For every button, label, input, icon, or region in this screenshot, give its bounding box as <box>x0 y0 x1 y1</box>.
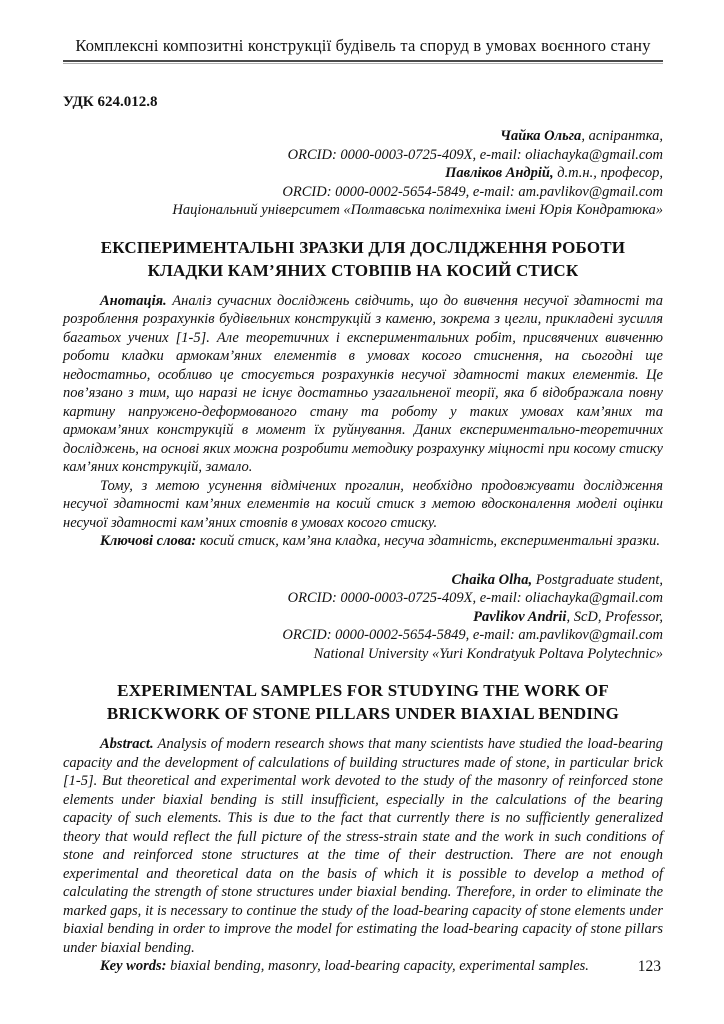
author-line <box>63 571 663 590</box>
keywords-ua <box>63 532 663 551</box>
abstract-ua-p1-text: Аналіз сучасних досліджень свідчить, що до вивчення несучої здатності та розроблення розрахунків будівельних конструкцій з каменю, зокрема з цегли, прикладені зусилля багатьох учених [1-5]. Але теоретичних і експериментальних робіт, присвячених вивченню роботи кладки армокам’яних елементів в умовах косого стиснення, на сьогодні ще недостатньо, особливо це стосується розрахунків несучої здатності таких елементів. Це пов’язано з тим, що наразі не існує достатньо узагальненої теорії, яка б відображала повну картину напружено-деформованого стану та роботу у таких умовах кам’яних та армокам’яних конструкцій в момент їх руйнування. Даних експериментально-теоретичних досліджень, на основі яких можна розробити методику розрахунку міцності при косому стиску кам’яних конструкцій, замало. <box>63 292 663 475</box>
author-name-ua-1: Чайка Ольга <box>500 128 582 144</box>
author-line <box>63 608 663 627</box>
author-role-ua-1: , аспірантка, <box>581 128 663 144</box>
keywords-ua-label: Ключові слова: <box>100 533 197 549</box>
authors-block-en <box>63 571 663 664</box>
keywords-en <box>63 957 663 976</box>
author-role-en-1: Postgraduate student, <box>532 571 663 588</box>
author-name-ua-2: Павліков Андрій, <box>445 165 554 181</box>
article-title-en <box>63 679 663 725</box>
article-title-en-line1: EXPERIMENTAL SAMPLES FOR STUDYING THE WORK OF <box>117 681 609 700</box>
author-orcid-en-2: ORCID: 0000-0002-5654-5849, e-mail: am.pavlikov@gmail.com <box>282 627 663 643</box>
author-orcid-en-1: ORCID: 0000-0003-0725-409X, e-mail: oliachayka@gmail.com <box>287 590 663 606</box>
authors-block-ua <box>63 127 663 220</box>
abstract-en-p1 <box>63 735 663 957</box>
header-rule <box>63 60 663 64</box>
author-role-en-2: , ScD, Professor, <box>566 608 663 625</box>
abstract-en-label: Abstract. <box>100 736 154 752</box>
page-number: 123 <box>637 958 661 975</box>
article-title-ua-line1: ЕКСПЕРИМЕНТАЛЬНІ ЗРАЗКИ ДЛЯ ДОСЛІДЖЕННЯ РОБОТИ <box>100 237 626 257</box>
article-title-ua <box>63 236 663 282</box>
keywords-ua-text: косий стиск, кам’яна кладка, несуча здатність, експериментальні зразки. <box>196 533 660 549</box>
article-title-ua-line2: КЛАДКИ КАМ’ЯНИХ СТОВПІВ НА КОСИЙ СТИСК <box>147 260 579 280</box>
keywords-en-label: Key words: <box>100 958 167 974</box>
author-line <box>63 164 663 183</box>
running-header: Комплексні композитні конструкції будівель та споруд в умовах воєнного стану <box>75 36 651 55</box>
author-orcid-ua-2: ORCID: 0000-0002-5654-5849, e-mail: am.pavlikov@gmail.com <box>282 183 663 200</box>
abstract-ua-label: Анотація. <box>100 292 167 309</box>
author-orcid-ua-1: ORCID: 0000-0003-0725-409X, e-mail: oliachayka@gmail.com <box>287 146 663 163</box>
affiliation-en: National University «Yuri Kondratyuk Poltava Polytechnic» <box>313 645 663 662</box>
keywords-en-text: biaxial bending, masonry, load-bearing capacity, experimental samples. <box>166 958 589 974</box>
author-line <box>63 127 663 146</box>
article-title-en-line2: BRICKWORK OF STONE PILLARS UNDER BIAXIAL BENDING <box>106 704 620 723</box>
author-role-ua-2: д.т.н., професор, <box>553 165 663 181</box>
affiliation-ua: Національний університет «Полтавська політехніка імені Юрія Кондратюка» <box>172 202 663 218</box>
abstract-ua-p1 <box>63 292 663 477</box>
udc-label: УДК 624.012.8 <box>63 94 158 110</box>
author-name-en-2: Pavlikov Andrii <box>473 608 567 625</box>
abstract-en-p1-text: Analysis of modern research shows that many scientists have studied the load-bearing capacity and the development of calculations of building structures made of stone, in particular brick [1-5]. But theoretical and experimental work devoted to the study of the masonry of reinforced stone elements under biaxial bending is still insufficient, especially in the calculations of the bearing capacity of such elements. This is due to the fact that currently there is no sufficiently generalized theory that would reflect the full picture of the stress-strain state and the work in such conditions of stone and reinforced stone structures at the time of their destruction. There are not enough experimental and theoretical data on the basis of which it is possible to develop a method of calculating the strength of stone structures under biaxial bending. Therefore, in order to eliminate the marked gaps, it is necessary to continue the study of the load-bearing capacity of stone elements under biaxial bending in order to improve the model for estimating the load-bearing capacity of stone pillars under biaxial bending. <box>63 736 663 956</box>
abstract-ua-p2: Тому, з метою усунення відмічених прогалин, необхідно продовжувати дослідження несучої здатності кам’яних елементів на косий стиск з метою вдосконалення моделі оцінки несучої здатності кам’яних стовпів в умовах косого стиску. <box>63 477 663 531</box>
author-name-en-1: Chaika Olha, <box>451 571 533 588</box>
